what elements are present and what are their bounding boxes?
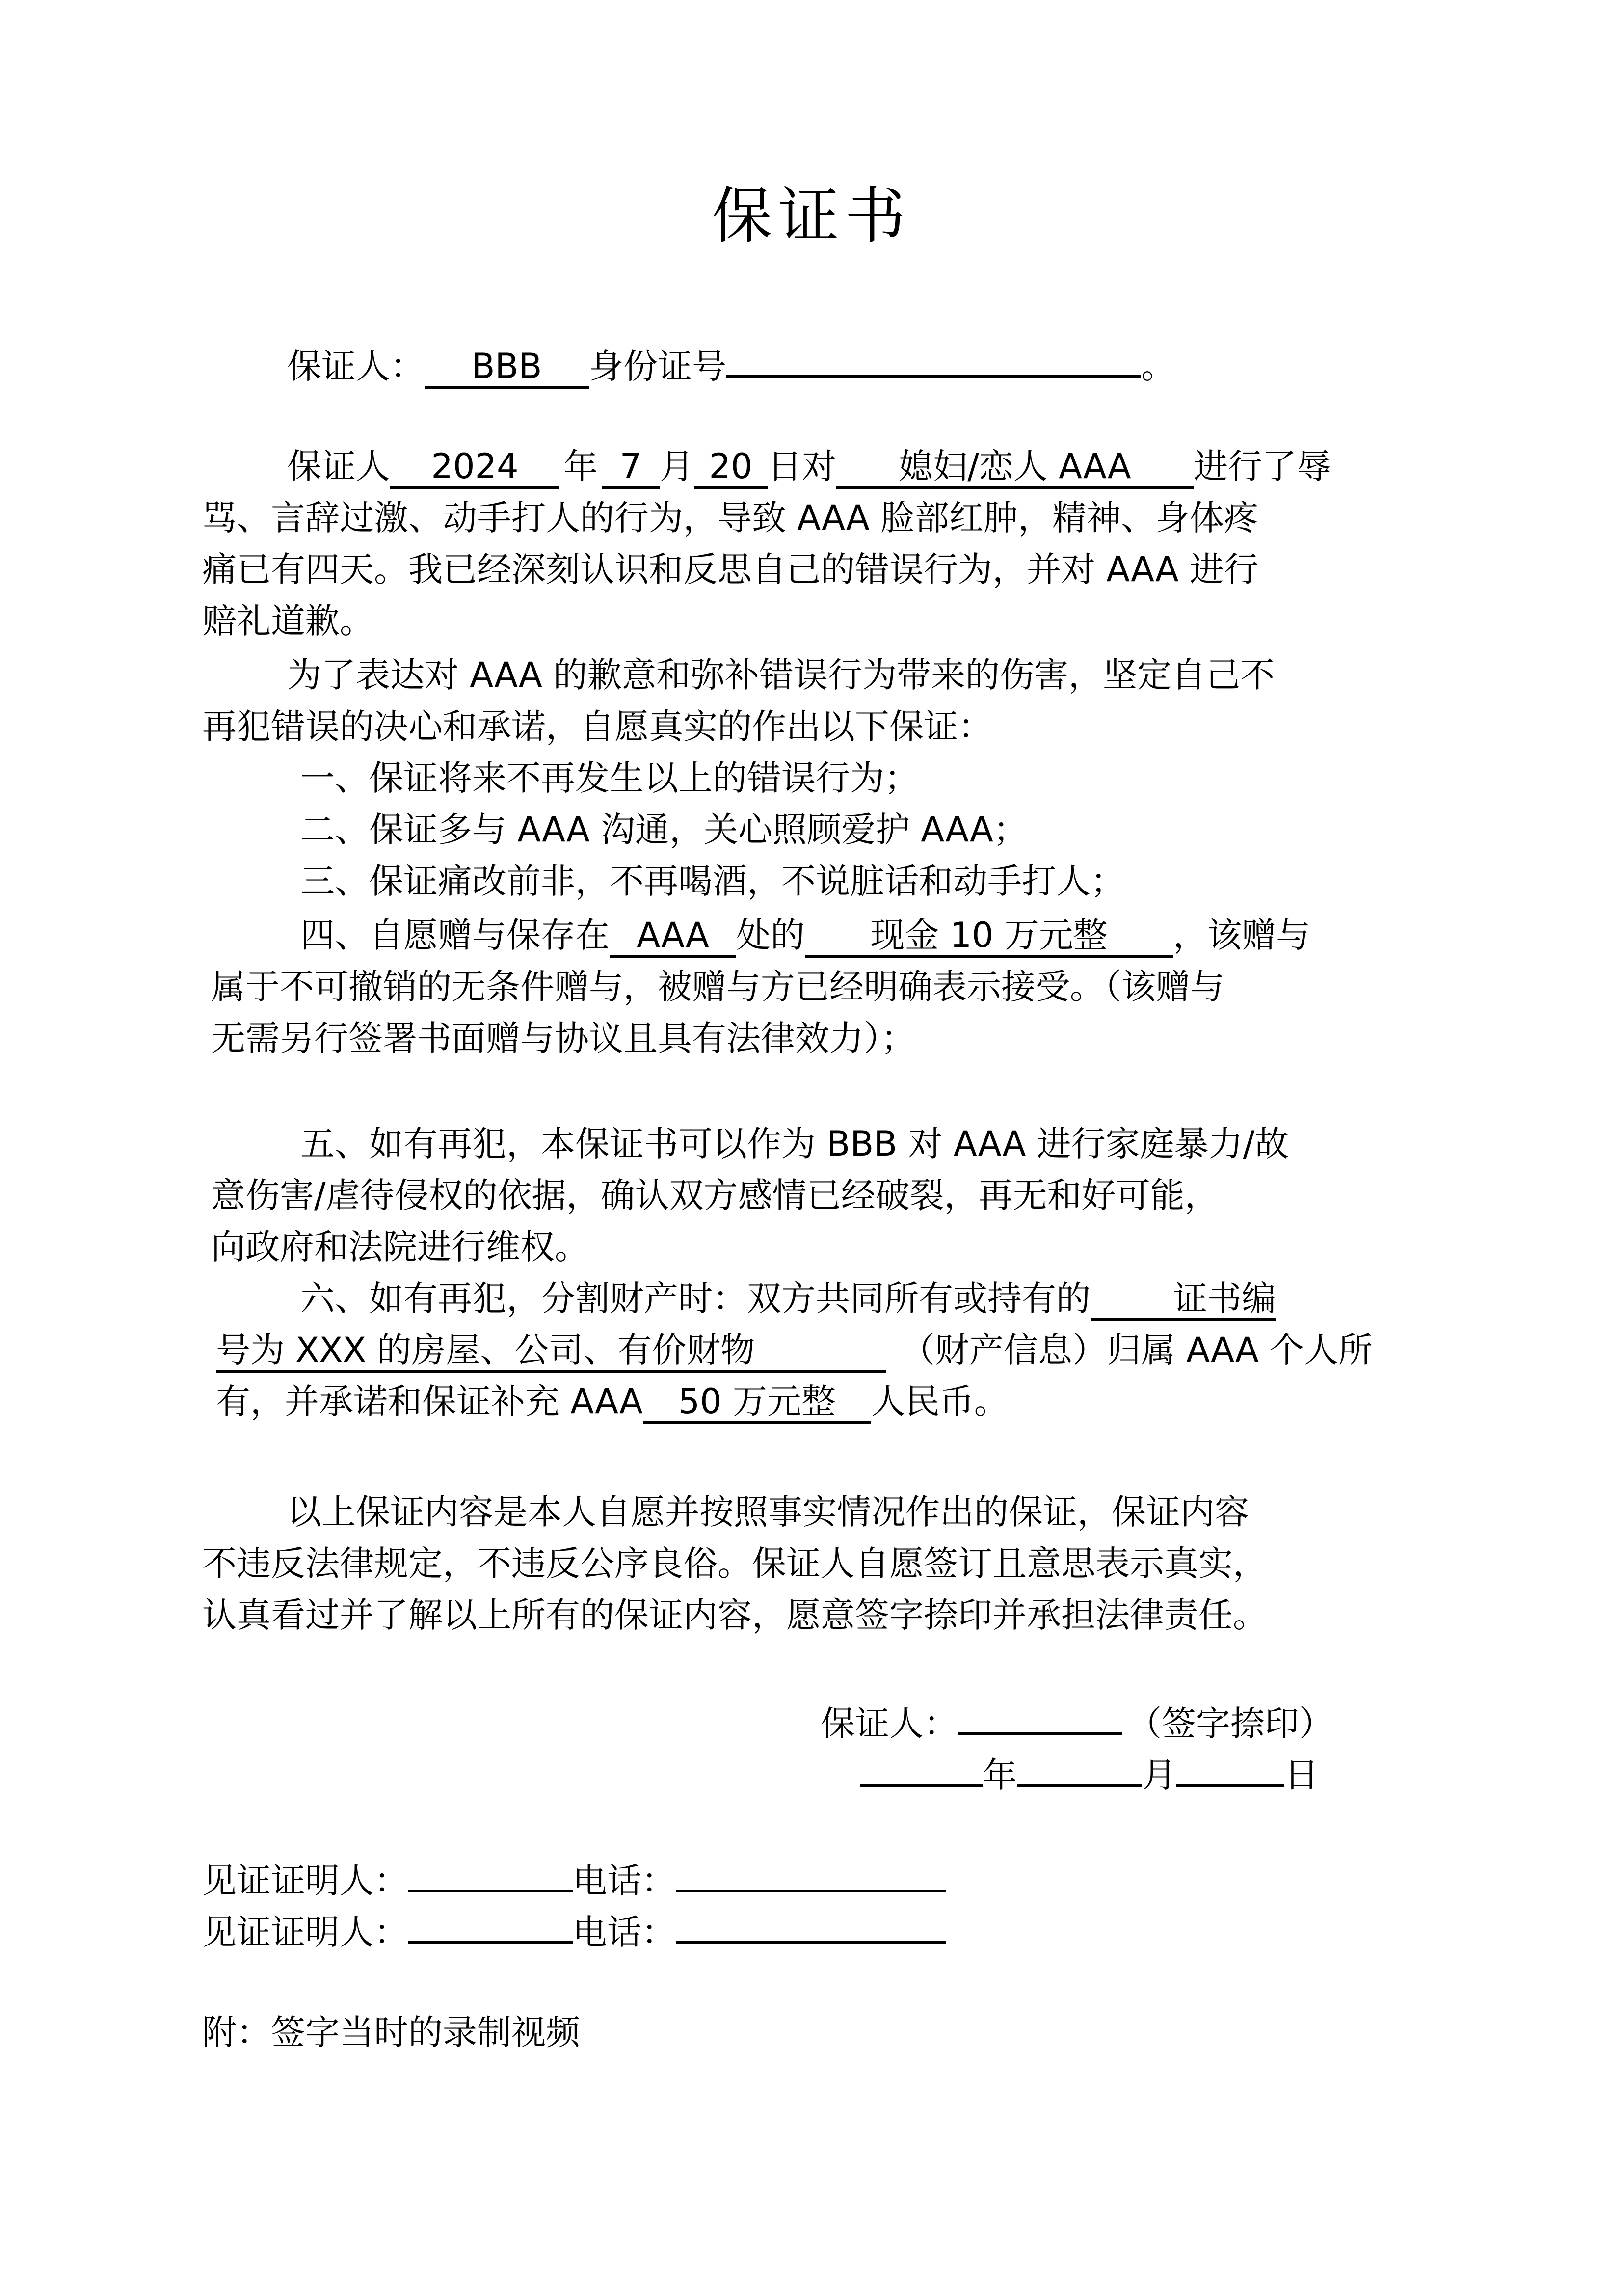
item-6-prefix: 六、如有再犯，分割财产时：双方共同所有或持有的 <box>300 1278 1091 1319</box>
witness-line-2 <box>202 1905 946 1954</box>
guarantor-line <box>287 339 1175 389</box>
witness-phone-blank <box>676 1853 946 1892</box>
para1-line3: 痛已有四天。我已经深刻认识和反思自己的错误行为，并对 AAA 进行 <box>202 549 1259 590</box>
property-info-part1: 证书编 <box>1091 1279 1276 1321</box>
gift-amount: 现金 10 万元整 <box>805 916 1173 958</box>
signature-date-line <box>860 1748 1319 1797</box>
item-4-post: ，该赠与 <box>1173 915 1310 955</box>
item-6-line3 <box>216 1379 1009 1424</box>
incident-target: 媳妇/恋人 AAA <box>836 447 1194 489</box>
signature-year-unit: 年 <box>983 1755 1017 1795</box>
witness-name-blank <box>408 1853 573 1892</box>
para2-line2: 再犯错误的决心和承诺，自愿真实的作出以下保证： <box>202 706 992 747</box>
signature-line <box>821 1696 1333 1746</box>
witness-phone-blank <box>676 1905 946 1944</box>
attachment-note: 附：签字当时的录制视频 <box>202 2012 580 2053</box>
item-6-line3-prefix: 有，并承诺和保证补充 AAA <box>216 1381 643 1422</box>
para1-line1 <box>287 444 1331 489</box>
para1-line4: 赔礼道歉。 <box>202 601 374 641</box>
guarantor-name: BBB <box>425 347 589 389</box>
month-unit: 月 <box>660 446 694 486</box>
item-2: 二、保证多与 AAA 沟通，关心照顾爱护 AAA； <box>300 810 1028 850</box>
item-6-post: （财产信息）归属 AAA 个人所 <box>901 1330 1373 1370</box>
signature-month-unit: 月 <box>1142 1755 1176 1795</box>
signature-note: （签字捺印） <box>1127 1703 1333 1744</box>
para2-line1: 为了表达对 AAA 的歉意和弥补错误行为带来的伤害，坚定自己不 <box>287 655 1275 695</box>
compensation-amount: 50 万元整 <box>643 1382 871 1424</box>
item-5-line1: 五、如有再犯，本保证书可以作为 BBB 对 AAA 进行家庭暴力/故 <box>300 1124 1289 1164</box>
document-title: 保证书 <box>711 181 912 251</box>
witness-line-1 <box>202 1853 946 1903</box>
signature-month-blank <box>1017 1748 1142 1787</box>
signature-year-blank <box>860 1748 983 1787</box>
item-4-line2: 属于不可撤销的无条件赠与，被赠与方已经明确表示接受。（该赠与 <box>211 967 1224 1007</box>
item-6-line2 <box>216 1328 1373 1373</box>
item-4-mid: 处的 <box>736 915 805 955</box>
witness-label: 见证证明人： <box>202 1912 408 1952</box>
guarantor-label: 保证人： <box>287 346 425 386</box>
witness-name-blank <box>408 1905 573 1944</box>
signature-day-unit: 日 <box>1284 1755 1319 1795</box>
signature-blank <box>958 1696 1122 1735</box>
item-4-prefix: 四、自愿赠与保存在 <box>300 915 610 955</box>
year-unit: 年 <box>563 446 598 486</box>
para1-post: 进行了辱 <box>1194 446 1331 486</box>
item-6-line3-suffix: 人民币。 <box>871 1381 1009 1422</box>
item-5-line2: 意伤害/虐待侵权的依据，确认双方感情已经破裂，再无和好可能， <box>211 1175 1219 1216</box>
item-1: 一、保证将来不再发生以上的错误行为； <box>300 758 919 798</box>
signature-day-blank <box>1176 1748 1284 1787</box>
closing-line2: 不违反法律规定，不违反公序良俗。保证人自愿签订且意思表示真实， <box>202 1543 1267 1584</box>
witness-phone-label: 电话： <box>573 1912 676 1952</box>
incident-year: 2024 <box>390 447 559 489</box>
signature-label: 保证人： <box>821 1703 958 1744</box>
property-info-part2: 号为 XXX 的房屋、公司、有价财物 <box>216 1330 886 1373</box>
witness-phone-label: 电话： <box>573 1861 676 1901</box>
para1-line2: 骂、言辞过激、动手打人的行为，导致 AAA 脸部红肿，精神、身体疼 <box>202 498 1259 538</box>
closing-line3: 认真看过并了解以上所有的保证内容，愿意签字捺印并承担法律责任。 <box>202 1595 1267 1635</box>
incident-day: 20 <box>694 447 768 489</box>
gift-holder: AAA <box>610 916 736 958</box>
incident-month: 7 <box>602 447 660 489</box>
item-4-line1 <box>300 913 1310 958</box>
guarantor-line-end: 。 <box>1141 346 1175 386</box>
item-6-line1 <box>300 1276 1276 1321</box>
item-5-line3: 向政府和法院进行维权。 <box>211 1227 589 1267</box>
item-3: 三、保证痛改前非，不再喝酒，不说脏话和动手打人； <box>300 861 1125 901</box>
id-number-blank <box>726 339 1141 378</box>
para1-prefix: 保证人 <box>287 446 390 486</box>
witness-label: 见证证明人： <box>202 1861 408 1901</box>
item-4-line3: 无需另行签署书面赠与协议且具有法律效力）； <box>211 1018 915 1058</box>
id-number-label: 身份证号 <box>589 346 726 386</box>
para1-mid: 日对 <box>768 446 836 486</box>
closing-line1: 以上保证内容是本人自愿并按照事实情况作出的保证，保证内容 <box>287 1492 1249 1532</box>
